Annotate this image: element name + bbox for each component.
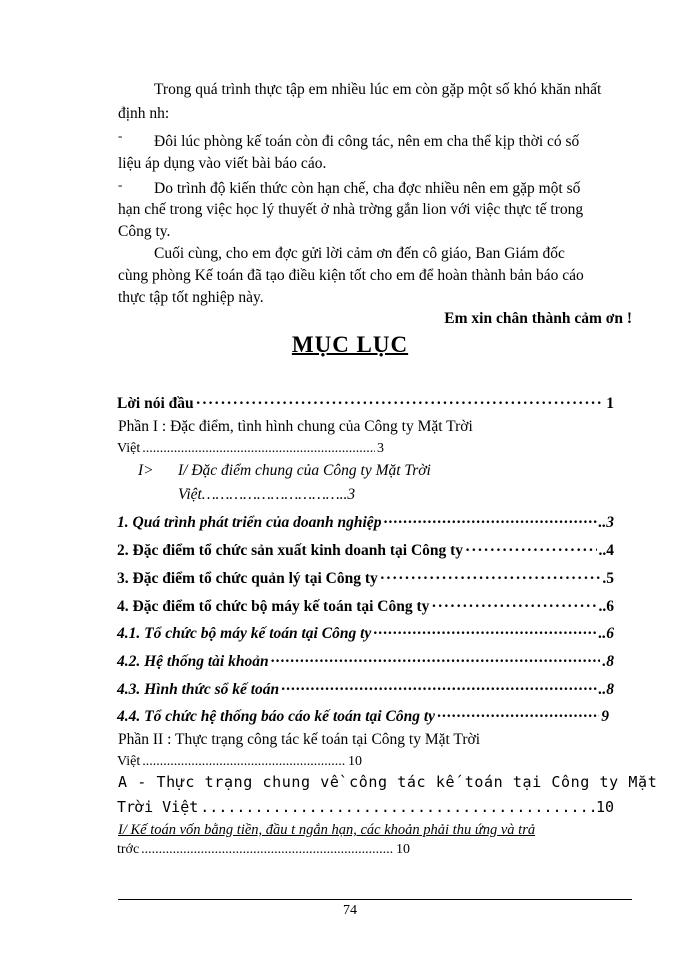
toc-entry-1[interactable] [117,513,614,533]
toc-entry-title: Trời Việt [117,798,199,816]
toc-entry-title: trớc [117,842,140,857]
toc-entry-page: ..4 [598,542,614,559]
toc-leader-dots [141,840,394,860]
toc-subsection-1-line-1[interactable]: I/ Kế toán vốn bằng tiền, đầu t ngắn hạn, các khoản phải thu ứng và trả [118,822,536,838]
bullet-1-line-2: liệu áp dụng vào viết bài báo cáo. [118,155,327,172]
toc-entry-title: 2. Đặc điểm tổ chức sản xuất kinh doanh tại Công ty [117,542,464,559]
toc-section-a-line-1[interactable]: A - Thực trạng chung về công tác kế toán tại Công ty Mặt [118,773,658,791]
closing-thanks: Em xin chân thành cảm ơn ! [444,310,632,327]
toc-leader-dots [142,439,375,459]
toc-entry-title: Việt [178,486,202,503]
toc-entry-page: 3 [347,486,356,503]
toc-subsection-1-line-2[interactable] [117,840,410,860]
toc-leader-dots [373,624,596,644]
intro-paragraph-2-line-1: Cuối cùng, cho em đợc gửi lời cảm ơn đến cô giáo, Ban Giám đốc [154,245,565,262]
bullet-2-line-2: hạn chế trong việc học lý thuyết ở nhà trờng gắn lion với việc thực tế trong [118,201,584,218]
toc-entry-page: 10 [396,842,410,857]
toc-entry-title: Lời nói đầu [117,395,194,412]
toc-entry-page: 3 [377,441,384,456]
toc-entry-4-4[interactable] [117,707,609,727]
toc-section-a-line-2[interactable] [117,797,614,817]
intro-paragraph-1-line-2: định nh: [118,105,170,122]
toc-entry-4-2[interactable] [117,652,614,672]
toc-entry-page: 10 [595,798,614,816]
toc-entry-2[interactable] [117,541,614,561]
toc-leader-dots [431,597,596,617]
toc-part-1-line-2[interactable] [117,439,384,459]
toc-entry-title: 1. Quá trình phát triển của doanh nghiệp [117,514,382,531]
intro-paragraph-2-line-2: cùng phòng Kế toán đã tạo điều kiện tốt cho em để hoàn thành bản báo cáo [118,267,584,284]
toc-part-2-line-2[interactable] [117,752,362,772]
toc-entry-page: .5 [602,570,614,587]
toc-entry-page: 9 [601,708,609,725]
toc-leader-dots [380,569,601,589]
toc-entry-page: ..8 [598,681,614,698]
toc-leader-dots [142,752,346,772]
toc-entry-preface[interactable] [117,394,614,414]
toc-entry-4-1[interactable] [117,624,614,644]
toc-entry-page: ..6 [598,598,614,615]
toc-entry-title: 4.4. Tổ chức hệ thống báo cáo kế toán tại Công ty [117,708,435,725]
bullet-2-line-3: Công ty. [118,223,171,240]
toc-entry-4[interactable] [117,597,614,617]
bullet-marker-2: - [118,177,123,192]
bullet-2-line-1: Do trình độ kiến thức còn hạn chế, cha đợc nhiều nên em gặp một số [154,180,581,197]
toc-entry-title: 4.1. Tổ chức bộ máy kế toán tại Công ty [117,625,372,642]
toc-entry-title: 4.2. Hệ thống tài khoản [117,653,269,670]
toc-entry-title: Việt [117,441,141,456]
toc-entry-3[interactable] [117,569,614,589]
toc-entry-title: 3. Đặc điểm tổ chức quản lý tại Công ty [117,570,378,587]
toc-entry-page: 10 [348,754,362,769]
toc-entry-title: Việt [117,754,141,769]
toc-entry-page: ..3 [598,514,614,531]
toc-leader-dots [200,797,594,817]
toc-section-1-line-2[interactable] [178,485,355,505]
toc-part-2-line-1[interactable]: Phần II : Thực trạng công tác kế toán tại Công ty Mặt Trời [118,731,480,748]
footer-rule [118,899,632,900]
intro-paragraph-2-line-3: thực tập tốt nghiệp này. [118,289,264,306]
toc-heading: MỤC LỤC [291,332,409,357]
toc-part-1-line-1[interactable]: Phần I : Đặc điểm, tình hình chung của Công ty Mặt Trời [118,418,473,435]
bullet-1-line-1: Đôi lúc phòng kế toán còn đi công tác, nên em cha thể kịp thời có số [154,133,580,150]
toc-leader-dots [281,680,596,700]
toc-leader-dots [437,707,599,727]
toc-entry-4-3[interactable] [117,680,614,700]
toc-leader-dots: ………………………….. [201,486,348,503]
page-number: 74 [343,903,357,918]
toc-leader-dots [196,394,605,414]
toc-entry-page: .8 [602,653,614,670]
toc-entry-title: 4. Đặc điểm tổ chức bộ máy kế toán tại Công ty [117,598,430,615]
toc-leader-dots [465,541,596,561]
toc-entry-page: 1 [606,395,614,412]
intro-paragraph-1-line-1: Trong quá trình thực tập em nhiều lúc em còn gặp một số khó khăn nhất [154,81,602,98]
toc-leader-dots [271,652,601,672]
toc-section-prefix: I> [138,462,154,479]
toc-leader-dots [383,513,596,533]
toc-entry-page: ..6 [598,625,614,642]
toc-entry-title: 4.3. Hình thức sổ kế toán [117,681,280,698]
toc-section-1-line-1[interactable]: I/ Đặc điểm chung của Công ty Mặt Trời [178,462,431,479]
bullet-marker-1: - [118,128,123,143]
